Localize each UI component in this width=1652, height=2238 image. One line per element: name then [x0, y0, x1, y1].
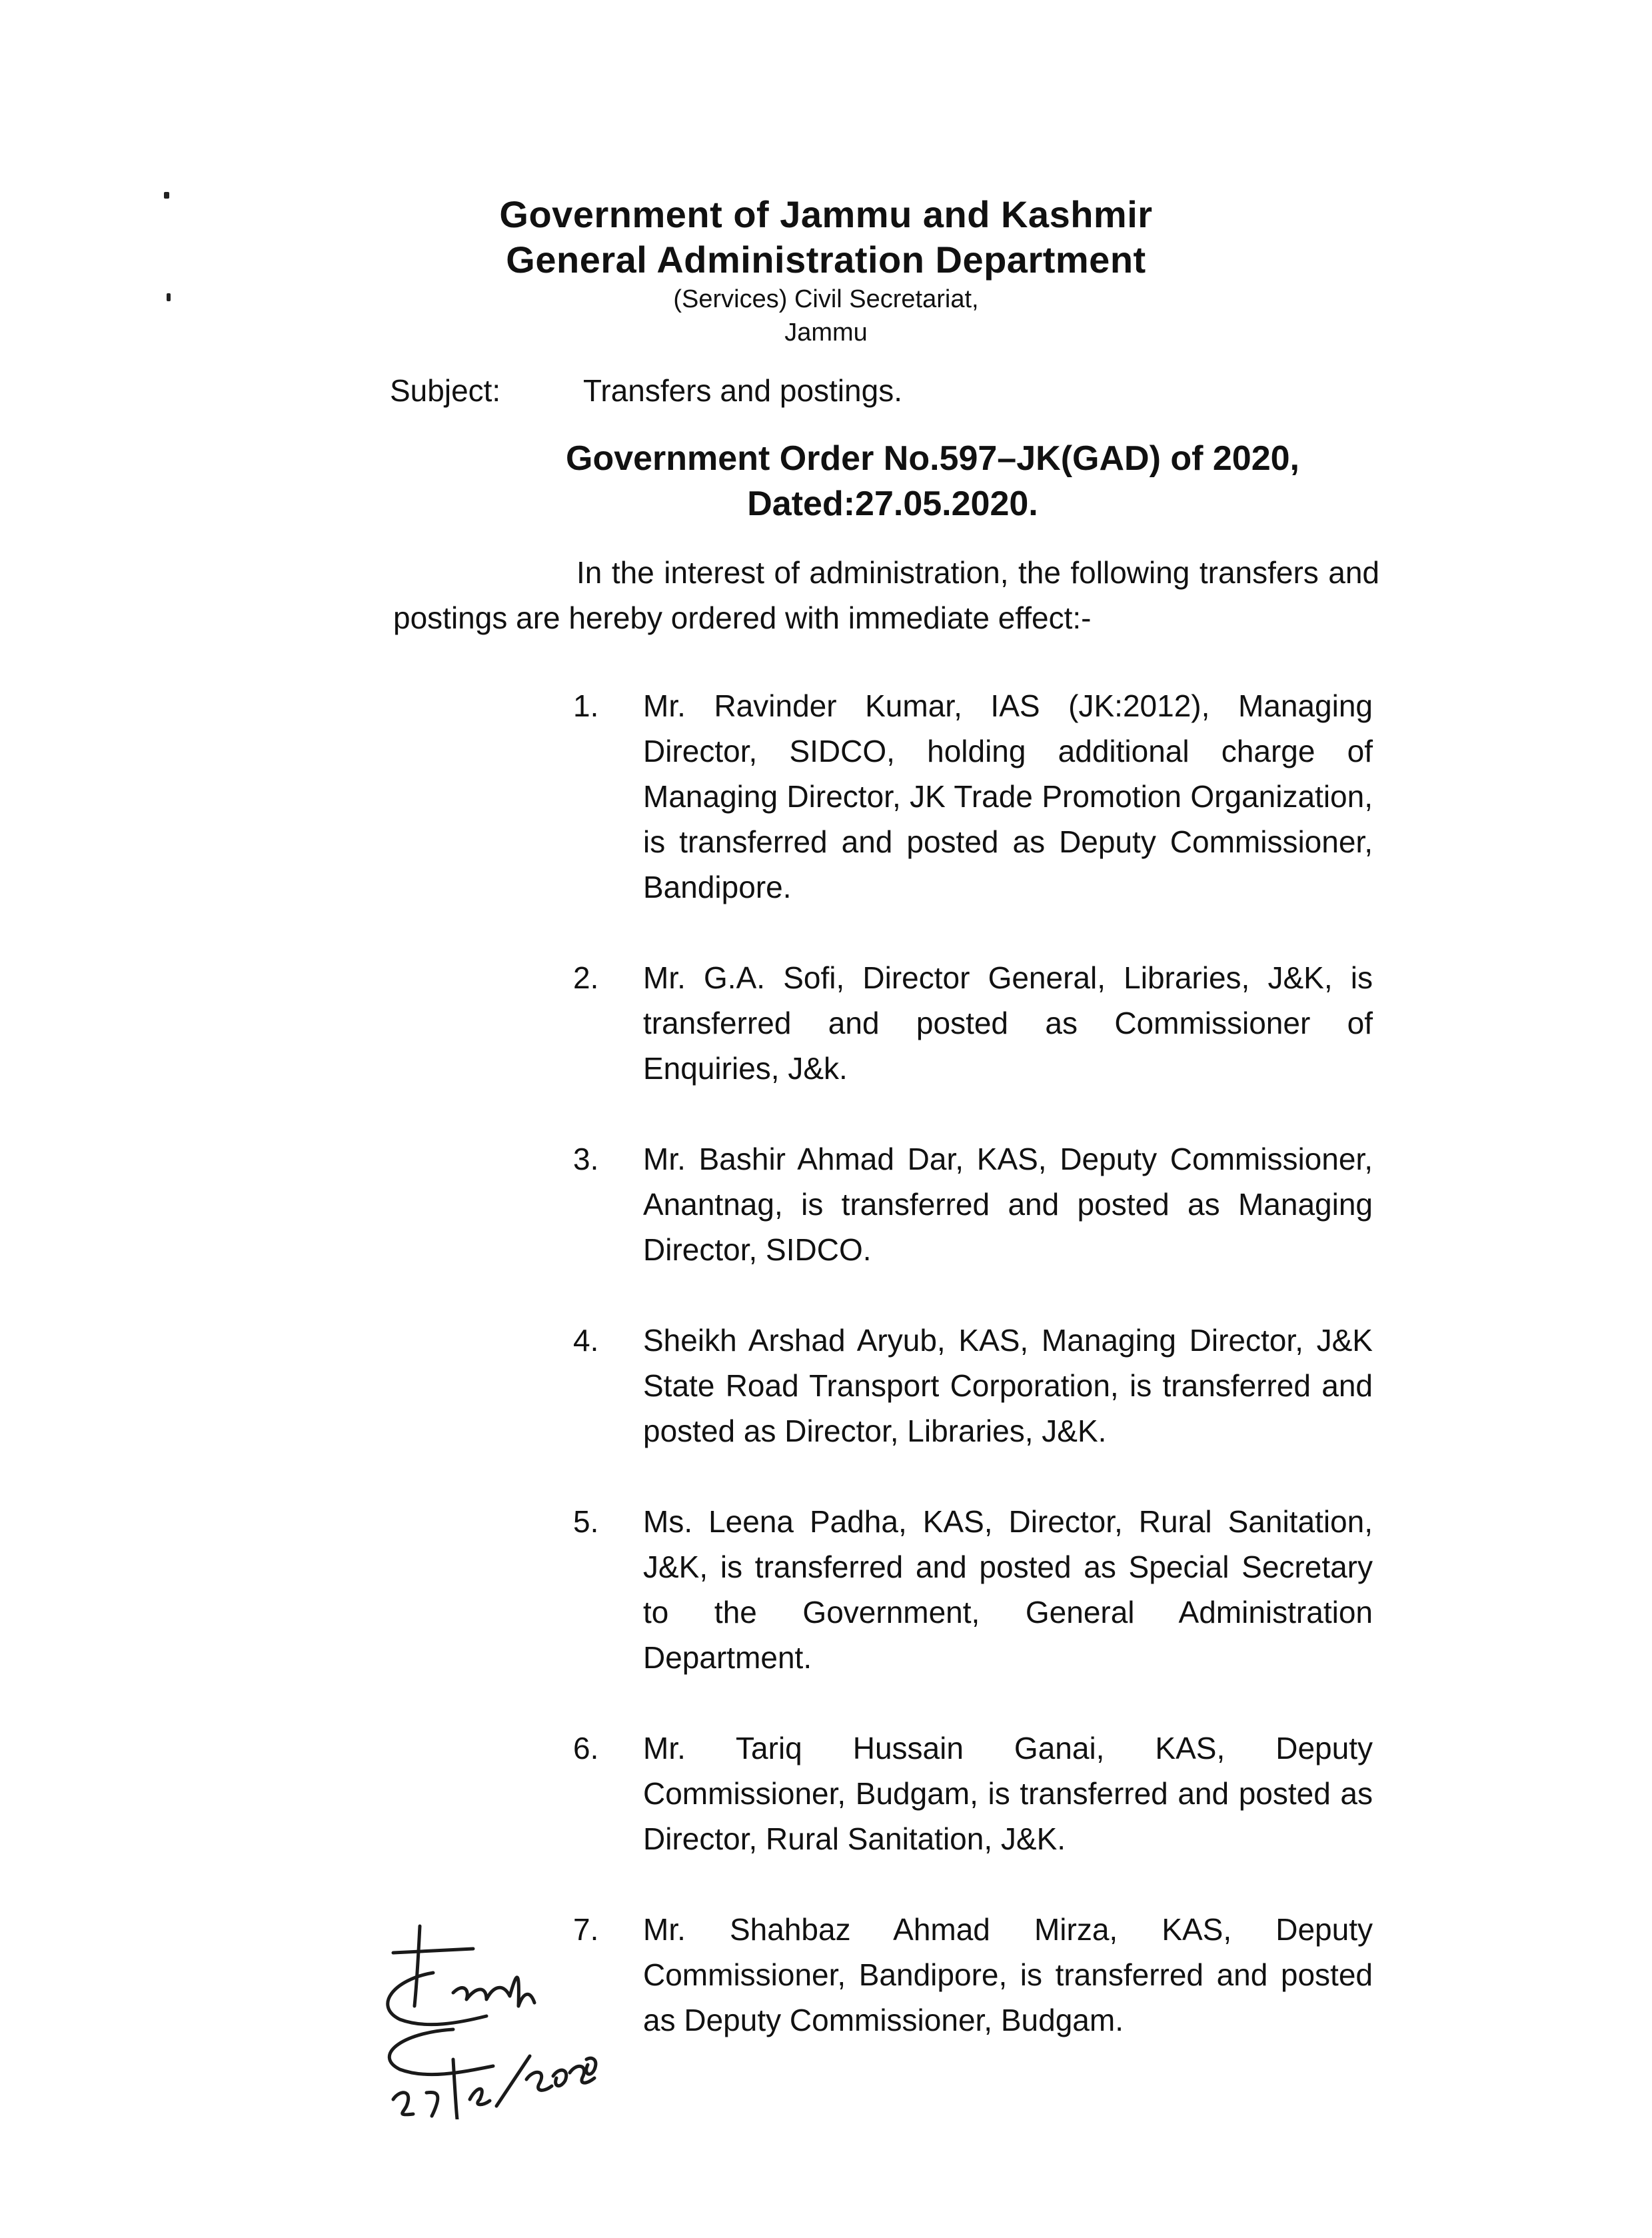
item-number: 3.: [573, 1142, 599, 1176]
item-number: 1.: [573, 688, 599, 723]
list-item: [573, 683, 1373, 910]
order-date: Dated:27.05.2020.: [747, 485, 1038, 523]
item-text: Ms. Leena Padha, KAS, Director, Rural Sanitation, J&K, is transferred and posted as Special Secretary to the Government, General Administration Department.: [643, 1504, 1373, 1675]
item-text: Mr. Bashir Ahmad Dar, KAS, Deputy Commissioner, Anantnag, is transferred and posted as Managing Director, SIDCO.: [643, 1142, 1373, 1267]
item-number: 6.: [573, 1731, 599, 1765]
transfer-list: [573, 683, 1373, 2088]
handwritten-signature: [353, 1906, 606, 2119]
item-text: Mr. Tariq Hussain Ganai, KAS, Deputy Commissioner, Budgam, is transferred and posted as Director, Rural Sanitation, J&K.: [643, 1731, 1373, 1856]
list-item: [573, 1318, 1373, 1454]
list-item: [573, 1725, 1373, 1861]
item-number: 4.: [573, 1323, 599, 1358]
order-number: Government Order No.597–JK(GAD) of 2020,: [566, 439, 1299, 478]
list-item: [573, 955, 1373, 1091]
item-text: Mr. Shahbaz Ahmad Mirza, KAS, Deputy Commissioner, Bandipore, is transferred and posted as Deputy Commissioner, Budgam.: [643, 1912, 1373, 2037]
list-item: [573, 1136, 1373, 1272]
item-text: Sheikh Arshad Aryub, KAS, Managing Director, J&K State Road Transport Corporation, is transferred and posted as Director, Libraries, J&K.: [643, 1323, 1373, 1448]
item-text: Mr. G.A. Sofi, Director General, Libraries, J&K, is transferred and posted as Commissioner of Enquiries, J&k.: [643, 960, 1373, 1086]
government-title: Government of Jammu and Kashmir: [499, 193, 1153, 235]
document-header: [0, 192, 1652, 349]
city-line: Jammu: [784, 319, 868, 347]
item-number: 7.: [573, 1912, 599, 1947]
department-title: General Administration Department: [506, 239, 1146, 281]
subject-label: Subject:: [390, 373, 501, 408]
list-item: [573, 1907, 1373, 2043]
item-text: Mr. Ravinder Kumar, IAS (JK:2012), Managing Director, SIDCO, holding additional charge of Managing Director, JK Trade Promotion Organization, is transferred and posted as Deputy Commissioner, Bandipore.: [643, 688, 1373, 904]
intro-paragraph: In the interest of administration, the following transfers and postings are hereby ordered with immediate effect:-: [393, 555, 1379, 635]
list-item: [573, 1499, 1373, 1680]
item-number: 2.: [573, 960, 599, 995]
subject-line: [390, 371, 902, 411]
section-line: (Services) Civil Secretariat,: [673, 285, 979, 313]
subject-text: Transfers and postings.: [583, 373, 902, 408]
item-number: 5.: [573, 1504, 599, 1539]
order-heading: [0, 436, 1652, 527]
